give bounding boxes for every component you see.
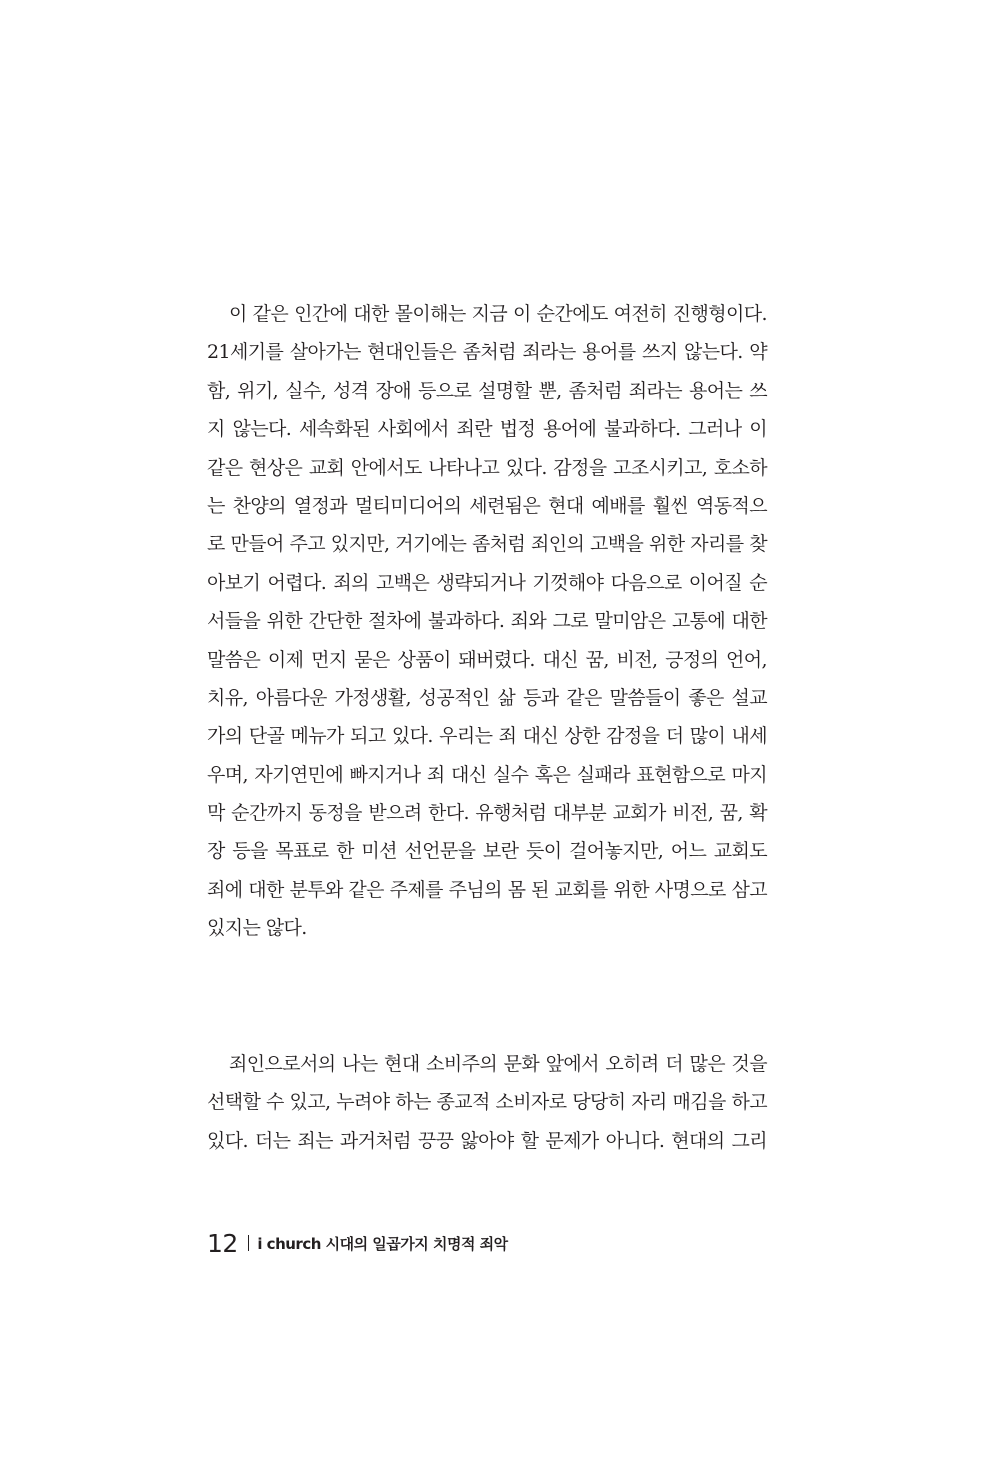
text-line: 말씀은 이제 먼지 묻은 상품이 돼버렸다. 대신 꿈, 비전, 긍정의 언어, xyxy=(207,648,767,671)
text-line: 장 등을 목표로 한 미션 선언문을 보란 듯이 걸어놓지만, 어느 교회도 xyxy=(207,840,767,863)
page-footer xyxy=(207,1225,508,1261)
text-line: 죄에 대한 분투와 같은 주제를 주님의 몸 된 교회를 위한 사명으로 삼고 xyxy=(207,878,767,901)
text-line: 있다. 더는 죄는 과거처럼 끙끙 앓아야 할 문제가 아니다. 현대의 그리 xyxy=(207,1129,767,1152)
text-line: 서들을 위한 간단한 절차에 불과하다. 죄와 그로 말미암은 고통에 대한 xyxy=(207,610,767,633)
text-line: 지 않는다. 세속화된 사회에서 죄란 법정 용어에 불과하다. 그러나 이 xyxy=(207,418,767,441)
text-line: 선택할 수 있고, 누려야 하는 종교적 소비자로 당당히 자리 매김을 하고 xyxy=(207,1091,767,1114)
text-line: 로 만들어 주고 있지만, 거기에는 좀처럼 죄인의 고백을 위한 자리를 찾 xyxy=(207,533,767,556)
text-line: 함, 위기, 실수, 성격 장애 등으로 설명할 뿐, 좀처럼 죄라는 용어는 쓰 xyxy=(207,379,767,402)
text-line: 치유, 아름다운 가정생활, 성공적인 삶 등과 같은 말씀들이 좋은 설교 xyxy=(207,686,767,709)
text-line: 우며, 자기연민에 빠지거나 죄 대신 실수 혹은 실패라 표현함으로 마지 xyxy=(207,763,767,786)
text-line: 21세기를 살아가는 현대인들은 좀처럼 죄라는 용어를 쓰지 않는다. 약 xyxy=(207,341,767,364)
text-line: 막 순간까지 동정을 받으려 한다. 유행처럼 대부분 교회가 비전, 꿈, 확 xyxy=(207,802,767,825)
text-line: 이 같은 인간에 대한 몰이해는 지금 이 순간에도 여전히 진행형이다. xyxy=(229,303,767,325)
text-line: 가의 단골 메뉴가 되고 있다. 우리는 죄 대신 상한 감정을 더 많이 내세 xyxy=(207,725,767,748)
footer-divider xyxy=(248,1235,250,1251)
paragraph-2 xyxy=(207,1045,767,1160)
paragraph-1 xyxy=(207,295,767,948)
text-line: 죄인으로서의 나는 현대 소비주의 문화 앞에서 오히려 더 많은 것을 xyxy=(229,1053,767,1075)
text-line: 는 찬양의 열정과 멀티미디어의 세련됨은 현대 예배를 훨씬 역동적으 xyxy=(207,494,767,517)
text-line: 있지는 않다. xyxy=(207,917,307,940)
page-number: 12 xyxy=(207,1228,238,1258)
running-title: i church 시대의 일곱가지 치명적 죄악 xyxy=(257,1234,508,1253)
text-line: 아보기 어렵다. 죄의 고백은 생략되거나 기껏해야 다음으로 이어질 순 xyxy=(207,571,767,594)
text-line: 같은 현상은 교회 안에서도 나타나고 있다. 감정을 고조시키고, 호소하 xyxy=(207,456,767,479)
